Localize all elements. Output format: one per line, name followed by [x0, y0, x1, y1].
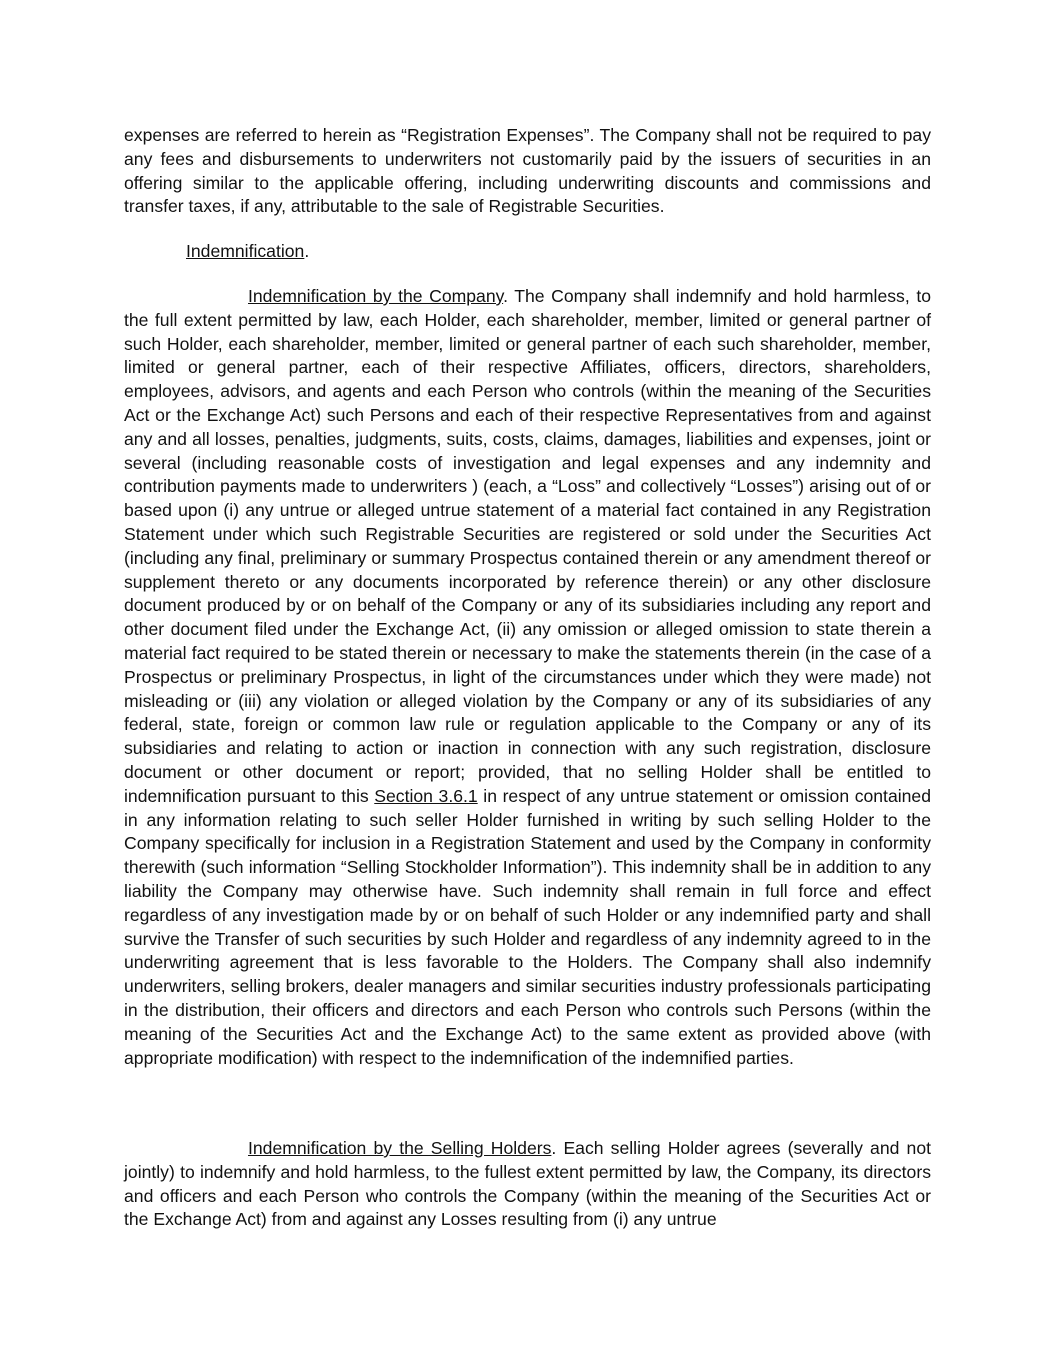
subsection-body-company-a: . The Company shall indemnify and hold harmless, to the full extent permitted by law, each Holder, each shareholder, member, limited or general partner of such Holder, each shareholder, member, limited or general partner of each such shareholder, member, limited or general partner, each of their respective Affiliates, officers, directors, shareholders, employees, advisors, and agents and each Person who controls (within the meaning of the Securities Act or the Exchange Act) such Persons and each of their respective Representatives from and against any and all losses, penalties, judgments, suits, costs, claims, damages, liabilities and expenses, joint or several (including reasonable costs of investigation and legal expenses and any indemnity and contribution payments made to underwriters ) (each, a “Loss” and collectively “Losses”) arising out of or based upon (i) any untrue or alleged untrue statement of a material fact contained in any Registration Statement under which such Registrable Securities are registered or sold under the Securities Act (including any final, preliminary or summary Prospectus contained therein or any amendment thereof or supplement thereto or any documents incorporated by reference therein) or any other disclosure document produced by or on behalf of the Company or any of its subsidiaries including any report and other document filed under the Exchange Act, (ii) any omission or alleged omission to state therein a material fact required to be stated therein or necessary to make the statements therein (in the case of a Prospectus or preliminary Prospectus, in light of the circumstances under which they were made) not misleading or (iii) any violation or alleged violation by the Company or any of its subsidiaries of any federal, state, foreign or common law rule or regulation applicable to the Company or any of its subsidiaries and relating to action or inaction in connection with any such registration, disclosure document or other document or report; provided, that no selling Holder shall be entitled to indemnification pursuant to this [124, 286, 931, 806]
section-reference: Section 3.6.1 [374, 785, 478, 806]
section-heading [186, 240, 309, 264]
subsection-title-holders: Indemnification by the Selling Holders [248, 1138, 552, 1158]
heading-indemnification: Indemnification [186, 241, 305, 261]
subsection-title-company: Indemnification by the Company [248, 286, 504, 306]
subsection-body-company-b: in respect of any untrue statement or omission contained in any information relating to such seller Holder furnished in writing by such selling Holder to the Company specifically for inclusion in a Registration Statement and used by the Company in conformity therewith (such information “Selling Stockholder Information”). This indemnity shall be in addition to any liability the Company may otherwise have. Such indemnity shall remain in full force and effect regardless of any investigation made by or on behalf of such Holder or any indemnified party and shall survive the Transfer of such securities by such Holder and regardless of any indemnity agreed to in the underwriting agreement that is less favorable to the Holders. The Company shall also indemnify underwriters, selling brokers, dealer managers and similar securities industry professionals participating in the distribution, their officers and directors and each Person who controls such Persons (within the meaning of the Securities Act and the Exchange Act) to the same extent as provided above (with appropriate modification) with respect to the indemnification of the indemnified parties. [124, 785, 931, 1068]
subsection-body-holders: . Each selling Holder agrees (severally and not jointly) to indemnify and hold harmless, to the fullest extent permitted by law, the Company, its directors and officers and each Person who controls the Company (within the meaning of the Securities Act or the Exchange Act) from and against any Losses resulting from (i) any untrue [124, 1138, 931, 1230]
paragraph-indemnification-by-holders [124, 1137, 931, 1232]
paragraph-indemnification-by-company [124, 285, 931, 1070]
heading-punct: . [304, 241, 310, 261]
paragraph-registration-expenses: expenses are referred to herein as “Registration Expenses”. The Company shall not be required to pay any fees and disbursements to underwriters not customarily paid by the issuers of securities in an offering similar to the applicable offering, including underwriting discounts and commissions and transfer taxes, if any, attributable to the sale of Registrable Securities. [124, 125, 931, 217]
